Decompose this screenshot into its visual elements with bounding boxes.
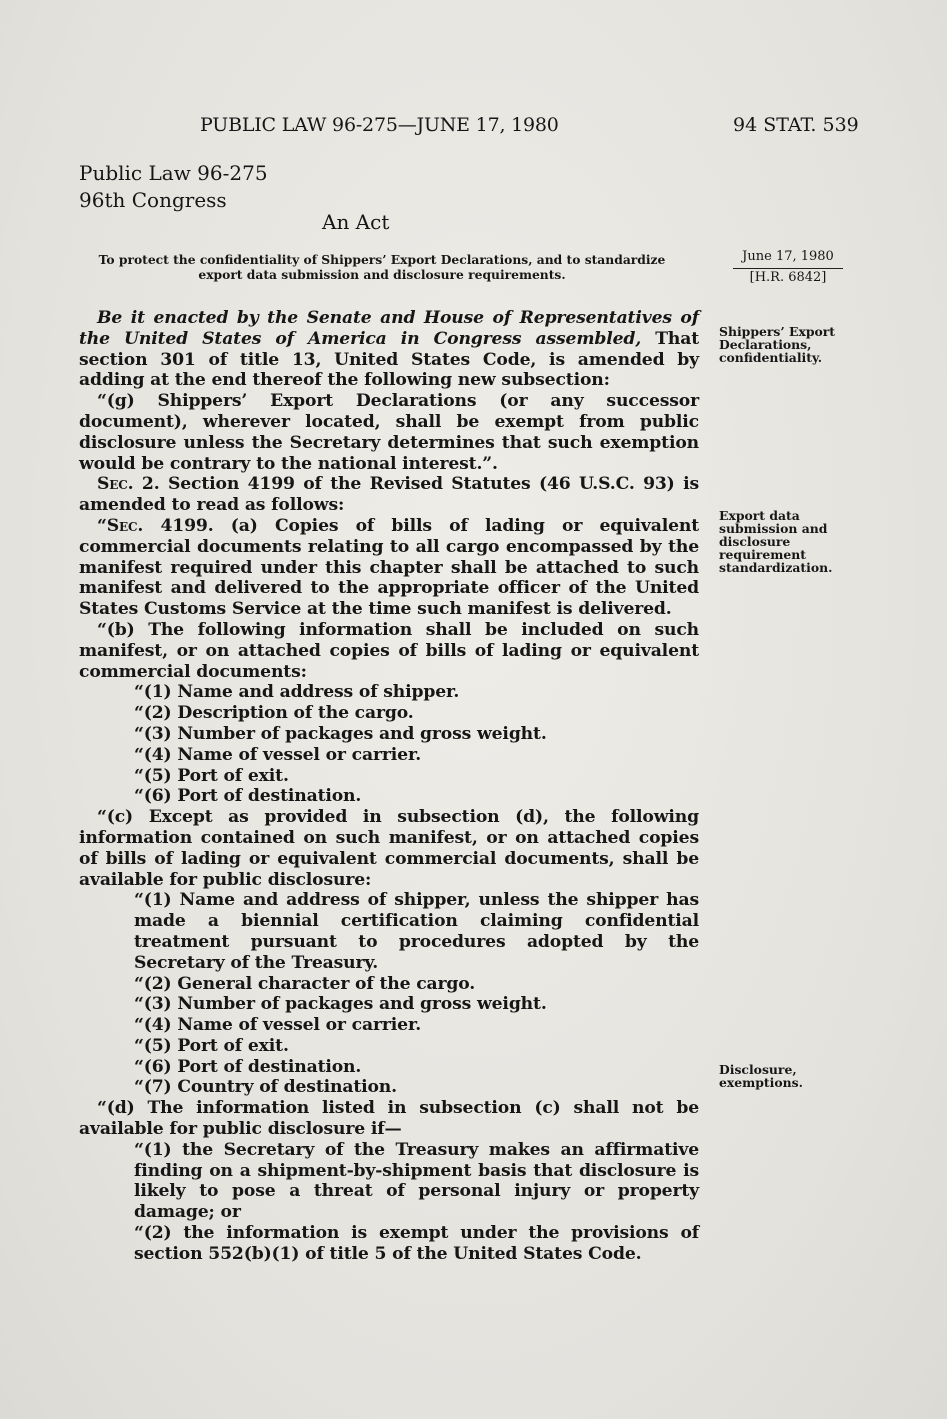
list-item-d2: “(2) the information is exempt under the provisions of section 552(b)(1) of title 5 of the United States Code. xyxy=(134,1223,699,1264)
subsection-c: “(c) Except as provided in subsection (d), the following information contained on such manifest, or on attached copies of bills of lading or equivalent commercial documents, shall be available for public disclosure: xyxy=(79,807,699,890)
list-item: “(5) Port of exit. xyxy=(134,1035,289,1056)
list-item: “(6) Port of destination. xyxy=(134,1056,362,1077)
list-item-c1 xyxy=(134,890,699,973)
subsection-b: “(b) The following information shall be included on such manifest, or on attached copies of bills of lading or equivalent commercial documents: xyxy=(79,619,699,682)
section-4199-label: “Sec. 4199. xyxy=(97,515,214,536)
margin-note-confidentiality: Shippers’ Export Declarations, confidentiality. xyxy=(719,324,836,365)
enacting-formula: Be it enacted by the Senate and House of Representatives of the United States of America in Congress assembled, xyxy=(79,308,699,349)
running-header xyxy=(0,114,947,144)
section-4199-a-text: (a) Copies of bills of lading or equivalent commercial documents relating to all cargo encompassed by the manifest required under this chapter shall be attached to such manifest and delivered to the appropriate officer of the United States Customs Service at the time such manifest is delivered. xyxy=(79,515,700,620)
list-item: “(2) General character of the cargo. xyxy=(134,973,476,994)
section-2-label: Sec. 2. xyxy=(97,474,160,495)
act-body xyxy=(79,308,699,1265)
law-identifier xyxy=(79,160,268,214)
list-item: “(3) Number of packages and gross weight. xyxy=(134,723,547,744)
list-item: “(7) Country of destination. xyxy=(134,1077,397,1098)
list-item: “(4) Name of vessel or carrier. xyxy=(134,1015,422,1036)
subsection-d: “(d) The information listed in subsection (c) shall not be available for public disclosure if— xyxy=(79,1098,699,1140)
list-item-d1: “(1) the Secretary of the Treasury makes an affirmative finding on a shipment-by-shipment basis that disclosure is likely to pose a threat of personal injury or property damage; or xyxy=(134,1139,699,1223)
act-purpose: To protect the confidentiality of Shippers’ Export Declarations, and to standardize export data submission and disclosure requirements. xyxy=(98,252,666,282)
act-title: An Act xyxy=(322,210,390,234)
section-2 xyxy=(79,474,699,516)
list-item-c1-text: “(1) Name and address of shipper, unless the shipper has made a biennial certification claiming confidential treatment pursuant to procedures adopted by the Secretary of the Treasury. xyxy=(134,890,699,973)
list-item: “(5) Port of exit. xyxy=(134,765,289,786)
margin-note-standardization: Export data submission and disclosure requirement standardization. xyxy=(719,508,833,575)
section-2-text: Section 4199 of the Revised Statutes (46 U.S.C. 93) is amended to read as follows: xyxy=(79,474,699,516)
enactment-date: June 17, 1980 xyxy=(733,248,843,269)
section-4199-a xyxy=(79,516,699,620)
statute-page-number: 94 STAT. 539 xyxy=(733,114,859,136)
margin-note-exemptions: Disclosure, exemptions. xyxy=(719,1062,803,1090)
bill-number: [H.R. 6842] xyxy=(749,270,827,285)
list-item: “(6) Port of destination. xyxy=(134,786,362,807)
public-law-number: Public Law 96-275 xyxy=(79,161,268,185)
margin-date-block xyxy=(733,248,843,287)
list-item: “(1) Name and address of shipper. xyxy=(134,682,460,703)
subsection-g: “(g) Shippers’ Export Declarations (or any successor document), wherever located, shall be exempt from public disclosure unless the Secretary determines that such exemption would be contrary to the national interest.”. xyxy=(79,391,699,474)
congress-number: 96th Congress xyxy=(79,188,227,212)
list-item: “(4) Name of vessel or carrier. xyxy=(134,744,422,765)
enacting-clause-text: That section 301 of title 13, United States Code, is amended by adding at the end thereof the following new subsection: xyxy=(79,328,699,391)
enacting-clause xyxy=(79,308,699,391)
list-item: “(3) Number of packages and gross weight. xyxy=(134,994,547,1015)
list-item: “(2) Description of the cargo. xyxy=(134,703,414,724)
header-title: PUBLIC LAW 96-275—JUNE 17, 1980 xyxy=(200,114,559,136)
